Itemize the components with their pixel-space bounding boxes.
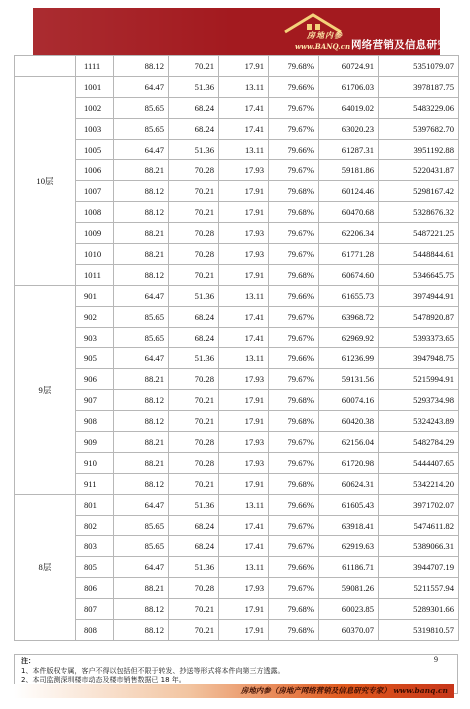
table-row: [15, 411, 459, 432]
table-cell: 79.66%: [269, 557, 319, 578]
table-cell: 51.36: [169, 285, 219, 306]
table-cell: 60470.68: [319, 202, 379, 223]
header-banner: [33, 8, 470, 55]
room-number-cell: 803: [76, 536, 114, 557]
table-cell: 59081.26: [319, 578, 379, 599]
room-number-cell: 1010: [76, 244, 114, 265]
table-cell: 79.67%: [269, 578, 319, 599]
table-cell: 64.47: [114, 494, 169, 515]
table-row: [15, 557, 459, 578]
room-number-cell: 905: [76, 348, 114, 369]
room-number-cell: 1003: [76, 118, 114, 139]
table-row: [15, 181, 459, 202]
table-cell: 64.47: [114, 139, 169, 160]
table-cell: 51.36: [169, 139, 219, 160]
room-number-cell: 903: [76, 327, 114, 348]
table-cell: 88.12: [114, 411, 169, 432]
table-row: [15, 452, 459, 473]
table-cell: 79.67%: [269, 536, 319, 557]
table-row: [15, 432, 459, 453]
floor-label-cell: 10层: [15, 76, 76, 285]
table-cell: 61720.98: [319, 452, 379, 473]
table-cell: 70.28: [169, 578, 219, 599]
table-cell: 13.11: [219, 139, 269, 160]
table-cell: 79.67%: [269, 327, 319, 348]
table-cell: 60624.31: [319, 473, 379, 494]
table-cell: 70.21: [169, 411, 219, 432]
table-cell: 85.65: [114, 97, 169, 118]
table-row: [15, 118, 459, 139]
table-cell: 79.67%: [269, 452, 319, 473]
table-cell: 13.11: [219, 76, 269, 97]
brand-url: www.BANQ.cn: [295, 42, 351, 51]
table-cell: 70.28: [169, 432, 219, 453]
room-number-cell: 1005: [76, 139, 114, 160]
table-cell: 79.68%: [269, 620, 319, 641]
table-cell: 17.91: [219, 473, 269, 494]
table-row: [15, 578, 459, 599]
room-number-cell: 801: [76, 494, 114, 515]
table-cell: 79.67%: [269, 118, 319, 139]
table-cell: 17.93: [219, 244, 269, 265]
table-cell: 17.41: [219, 97, 269, 118]
table-cell: 88.21: [114, 452, 169, 473]
room-number-cell: 808: [76, 620, 114, 641]
table-cell: 5324243.89: [379, 411, 459, 432]
table-cell: 5293734.98: [379, 390, 459, 411]
table-row: [15, 536, 459, 557]
table-cell: 70.28: [169, 452, 219, 473]
table-cell: 64.47: [114, 557, 169, 578]
table-cell: 17.41: [219, 306, 269, 327]
table-cell: 70.28: [169, 244, 219, 265]
table-row: [15, 620, 459, 641]
table-cell: 17.93: [219, 369, 269, 390]
table-cell: 88.21: [114, 432, 169, 453]
table-cell: 60420.38: [319, 411, 379, 432]
table-cell: 70.21: [169, 264, 219, 285]
table-cell: 88.21: [114, 223, 169, 244]
table-cell: 5351079.07: [379, 56, 459, 77]
table-cell: 5328676.32: [379, 202, 459, 223]
table-cell: 88.12: [114, 599, 169, 620]
table-cell: 17.91: [219, 264, 269, 285]
table-cell: 88.12: [114, 473, 169, 494]
table-cell: 88.21: [114, 578, 169, 599]
table-cell: 17.93: [219, 160, 269, 181]
table-cell: 70.28: [169, 369, 219, 390]
table-cell: 70.21: [169, 56, 219, 77]
table-cell: 68.24: [169, 97, 219, 118]
header-title: 网络营销及信息研究专家: [351, 39, 470, 51]
sales-price-table: [14, 55, 459, 641]
table-cell: 5289301.66: [379, 599, 459, 620]
table-cell: 70.21: [169, 620, 219, 641]
table-cell: 63968.72: [319, 306, 379, 327]
table-cell: 70.21: [169, 181, 219, 202]
table-cell: 79.67%: [269, 432, 319, 453]
table-cell: 60074.16: [319, 390, 379, 411]
table-cell: 61605.43: [319, 494, 379, 515]
table-cell: 79.66%: [269, 285, 319, 306]
table-row: [15, 306, 459, 327]
table-cell: 51.36: [169, 76, 219, 97]
table-row: [15, 515, 459, 536]
table-cell: 79.66%: [269, 76, 319, 97]
table-cell: 64.47: [114, 348, 169, 369]
table-cell: 17.91: [219, 181, 269, 202]
room-number-cell: 805: [76, 557, 114, 578]
room-number-cell: 902: [76, 306, 114, 327]
table-cell: 5211557.94: [379, 578, 459, 599]
table-cell: 51.36: [169, 494, 219, 515]
table-cell: 85.65: [114, 306, 169, 327]
table-cell: 64019.02: [319, 97, 379, 118]
brand-name: 房地内参: [307, 30, 343, 40]
table-cell: 64.47: [114, 285, 169, 306]
table-cell: 70.21: [169, 473, 219, 494]
table-cell: 13.11: [219, 494, 269, 515]
table-cell: 88.12: [114, 390, 169, 411]
table-row: [15, 494, 459, 515]
table-cell: 70.21: [169, 390, 219, 411]
table-cell: 79.68%: [269, 411, 319, 432]
table-row: [15, 76, 459, 97]
table-cell: 5389066.31: [379, 536, 459, 557]
table-cell: 88.12: [114, 181, 169, 202]
table-cell: 3951192.88: [379, 139, 459, 160]
table-cell: 79.67%: [269, 515, 319, 536]
room-number-cell: 911: [76, 473, 114, 494]
table-cell: 88.21: [114, 244, 169, 265]
table-cell: 62969.92: [319, 327, 379, 348]
room-number-cell: 909: [76, 432, 114, 453]
table-cell: 88.12: [114, 264, 169, 285]
table-cell: 62156.04: [319, 432, 379, 453]
table-row: [15, 97, 459, 118]
table-cell: 59181.86: [319, 160, 379, 181]
table-cell: 85.65: [114, 536, 169, 557]
table-cell: 64.47: [114, 76, 169, 97]
table-cell: 3971702.07: [379, 494, 459, 515]
room-number-cell: 1006: [76, 160, 114, 181]
table-cell: 17.41: [219, 327, 269, 348]
footer-band: [14, 684, 454, 698]
room-number-cell: 806: [76, 578, 114, 599]
table-cell: 5474611.82: [379, 515, 459, 536]
table-cell: 17.91: [219, 620, 269, 641]
table-row: [15, 390, 459, 411]
table-cell: 60674.60: [319, 264, 379, 285]
table-cell: 88.12: [114, 56, 169, 77]
table-cell: 85.65: [114, 515, 169, 536]
room-number-cell: 1111: [76, 56, 114, 77]
room-number-cell: 1009: [76, 223, 114, 244]
table-cell: 17.91: [219, 411, 269, 432]
table-cell: 70.21: [169, 599, 219, 620]
table-cell: 5346645.75: [379, 264, 459, 285]
table-cell: 79.67%: [269, 160, 319, 181]
table-cell: 5220431.87: [379, 160, 459, 181]
table-cell: 61236.99: [319, 348, 379, 369]
table-row: [15, 264, 459, 285]
table-cell: 13.11: [219, 285, 269, 306]
table-cell: 5397682.70: [379, 118, 459, 139]
table-cell: 60124.46: [319, 181, 379, 202]
table-cell: 79.68%: [269, 56, 319, 77]
room-number-cell: 908: [76, 411, 114, 432]
table-cell: 85.65: [114, 118, 169, 139]
room-number-cell: 907: [76, 390, 114, 411]
table-cell: 63918.41: [319, 515, 379, 536]
table-row: [15, 327, 459, 348]
table-cell: 60023.85: [319, 599, 379, 620]
table-cell: 51.36: [169, 348, 219, 369]
table-cell: 3978187.75: [379, 76, 459, 97]
table-cell: 60370.07: [319, 620, 379, 641]
footer-band-text: 房地内参（房地产网络营销及信息研究专家） www.banq.cn: [240, 686, 448, 695]
header-gradient: [33, 8, 233, 55]
table-cell: 79.66%: [269, 494, 319, 515]
room-number-cell: 1008: [76, 202, 114, 223]
floor-cell: [15, 56, 76, 77]
table-cell: 61287.31: [319, 139, 379, 160]
table-cell: 17.93: [219, 432, 269, 453]
room-number-cell: 807: [76, 599, 114, 620]
table-cell: 79.68%: [269, 390, 319, 411]
footer-note-2: 2、本司监测深圳楼市动态及楼市销售数据已 18 年。: [21, 676, 186, 684]
table-cell: 5487221.25: [379, 223, 459, 244]
table-cell: 5342214.20: [379, 473, 459, 494]
table-row: [15, 285, 459, 306]
table-cell: 79.68%: [269, 473, 319, 494]
table-cell: 70.21: [169, 202, 219, 223]
table-cell: 88.21: [114, 369, 169, 390]
table-cell: 68.24: [169, 118, 219, 139]
table-cell: 51.36: [169, 557, 219, 578]
table-cell: 68.24: [169, 327, 219, 348]
table-row: [15, 599, 459, 620]
table-cell: 79.67%: [269, 97, 319, 118]
table-cell: 17.91: [219, 202, 269, 223]
floor-label-cell: 9层: [15, 285, 76, 494]
table-cell: 68.24: [169, 306, 219, 327]
table-cell: 3947948.75: [379, 348, 459, 369]
table-cell: 17.41: [219, 536, 269, 557]
table-cell: 5448844.61: [379, 244, 459, 265]
footer-label: 注：: [21, 657, 35, 665]
table-cell: 13.11: [219, 348, 269, 369]
table-cell: 68.24: [169, 515, 219, 536]
table-cell: 70.28: [169, 160, 219, 181]
table-cell: 88.21: [114, 160, 169, 181]
table-row: [15, 244, 459, 265]
table-row: [15, 202, 459, 223]
table-cell: 17.41: [219, 118, 269, 139]
room-number-cell: 906: [76, 369, 114, 390]
table-cell: 79.68%: [269, 264, 319, 285]
room-number-cell: 1001: [76, 76, 114, 97]
table-row: [15, 223, 459, 244]
table-cell: 79.66%: [269, 348, 319, 369]
table-cell: 5393373.65: [379, 327, 459, 348]
table-cell: 79.66%: [269, 139, 319, 160]
table-cell: 79.68%: [269, 181, 319, 202]
table-cell: 79.67%: [269, 244, 319, 265]
page-number: 9: [434, 655, 438, 664]
table-cell: 63020.23: [319, 118, 379, 139]
table-cell: 5444407.65: [379, 452, 459, 473]
table-cell: 17.91: [219, 56, 269, 77]
table-cell: 5298167.42: [379, 181, 459, 202]
room-number-cell: 1011: [76, 264, 114, 285]
table-cell: 62206.34: [319, 223, 379, 244]
table-row: [15, 160, 459, 181]
table-cell: 5319810.57: [379, 620, 459, 641]
table-cell: 5478920.87: [379, 306, 459, 327]
table-cell: 70.28: [169, 223, 219, 244]
table-cell: 61706.03: [319, 76, 379, 97]
table-cell: 88.12: [114, 202, 169, 223]
room-number-cell: 910: [76, 452, 114, 473]
table-cell: 17.93: [219, 223, 269, 244]
table-cell: 62919.63: [319, 536, 379, 557]
table-cell: 79.67%: [269, 223, 319, 244]
footer-note-1: 1、本件版权专属，客户不得以包括但不限于转发、抄送等形式将本件向第三方透露。: [21, 666, 285, 675]
room-number-cell: 1002: [76, 97, 114, 118]
table-cell: 17.41: [219, 515, 269, 536]
table-row: [15, 348, 459, 369]
room-number-cell: 901: [76, 285, 114, 306]
table-cell: 17.91: [219, 599, 269, 620]
table-cell: 17.93: [219, 578, 269, 599]
floor-label-cell: 8层: [15, 494, 76, 640]
table-cell: 60724.91: [319, 56, 379, 77]
room-number-cell: 802: [76, 515, 114, 536]
table-row: [15, 139, 459, 160]
table-row: [15, 369, 459, 390]
table-cell: 3974944.91: [379, 285, 459, 306]
table-cell: 13.11: [219, 557, 269, 578]
table-cell: 5482784.29: [379, 432, 459, 453]
table-cell: 5483229.06: [379, 97, 459, 118]
table-cell: 17.91: [219, 390, 269, 411]
table-row: [15, 56, 459, 77]
table-cell: 79.68%: [269, 202, 319, 223]
table-cell: 59131.56: [319, 369, 379, 390]
table-cell: 85.65: [114, 327, 169, 348]
table-cell: 61771.28: [319, 244, 379, 265]
table-cell: 79.67%: [269, 306, 319, 327]
table-cell: 17.93: [219, 452, 269, 473]
table-row: [15, 473, 459, 494]
table-cell: 79.68%: [269, 599, 319, 620]
room-number-cell: 1007: [76, 181, 114, 202]
table-cell: 61655.73: [319, 285, 379, 306]
table-cell: 79.67%: [269, 369, 319, 390]
table-cell: 88.12: [114, 620, 169, 641]
table-cell: 3944707.19: [379, 557, 459, 578]
table-cell: 68.24: [169, 536, 219, 557]
table-cell: 5215994.91: [379, 369, 459, 390]
table-cell: 61186.71: [319, 557, 379, 578]
